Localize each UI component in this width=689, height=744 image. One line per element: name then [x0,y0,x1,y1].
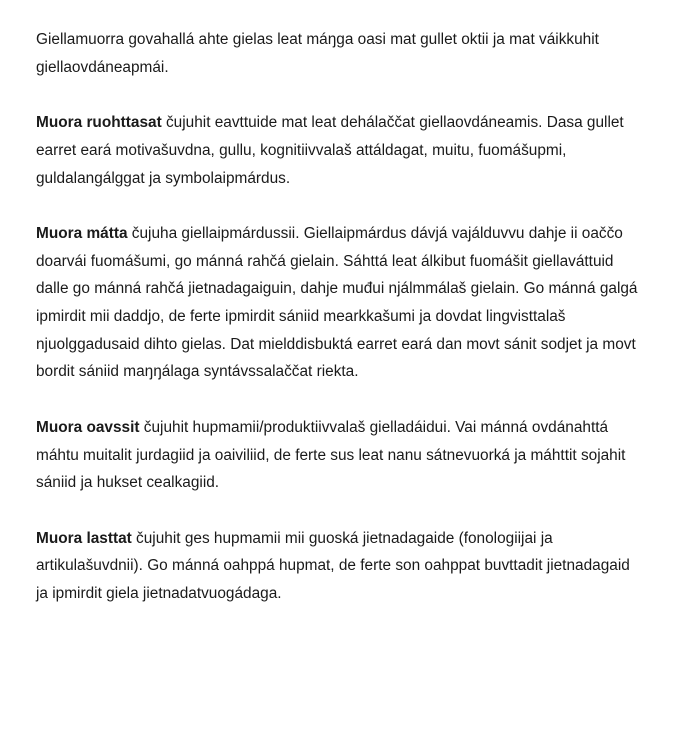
intro-paragraph [36,26,646,81]
section-roots-text: čujuhit eavttuide mat leat dehálaččat giellaovdáneamis. Dasa gullet earret eará motivašuvdna, gullu, kognitiivvalaš attáldagat, muitu, fuomášupmi, guldalangálggat ja symbolaipmárdus. [36,114,624,187]
section-leaves-text: čujuhit ges hupmamii mii guoská jietnadagaide (fonologiijai ja artikulašuvdnii). Go mánná oahppá hupmat, de ferte son oahppat buvttadit jietnadagaid ja ipmirdit giela jietnadatvuogádaga. [36,529,630,602]
section-trunk-text: čujuha giellaipmárdussii. Giellaipmárdus dávjá vajálduvvu dahje ii oaččo doarvái fuomášumi, go mánná rahčá gielain. Sáhttá leat álkibut fuomášit giellaváttuid dalle go mánná rahčá jietnadagaiguin, dahje muđui njálmmálaš gielain. Go mánná galgá ipmirdit mii daddjo, de ferte ipmirdit sániid mearkkašumi ja dovdat lingvisttalaš njuolggadusaid dihto gielas. Dat mielddisbuktá earret eará dan movt sánit sodjet ja movt bordit sániid maŋŋálaga syntávssalaččat riekta. [36,224,638,381]
section-branches-term: Muora oavssit [36,418,140,436]
section-roots [36,109,646,192]
section-trunk [36,220,646,386]
section-leaves [36,525,646,608]
intro-text: Giellamuorra govahallá ahte gielas leat máŋga oasi mat gullet oktii ja mat váikkuhit giellaovdáneapmái. [36,31,599,76]
section-branches [36,414,646,497]
section-leaves-term: Muora lasttat [36,529,132,547]
section-trunk-term: Muora mátta [36,224,128,242]
section-branches-text: čujuhit hupmamii/produktiivvalaš gielladáidui. Vai mánná ovdánahttá máhtu muitalit jurdagiid ja oaiviliid, de ferte sus leat nanu sátnevuorká ja máhttit sojahit sániid ja hukset cealkagiid. [36,418,626,492]
document-page [36,26,646,635]
section-roots-term: Muora ruohttasat [36,114,162,132]
